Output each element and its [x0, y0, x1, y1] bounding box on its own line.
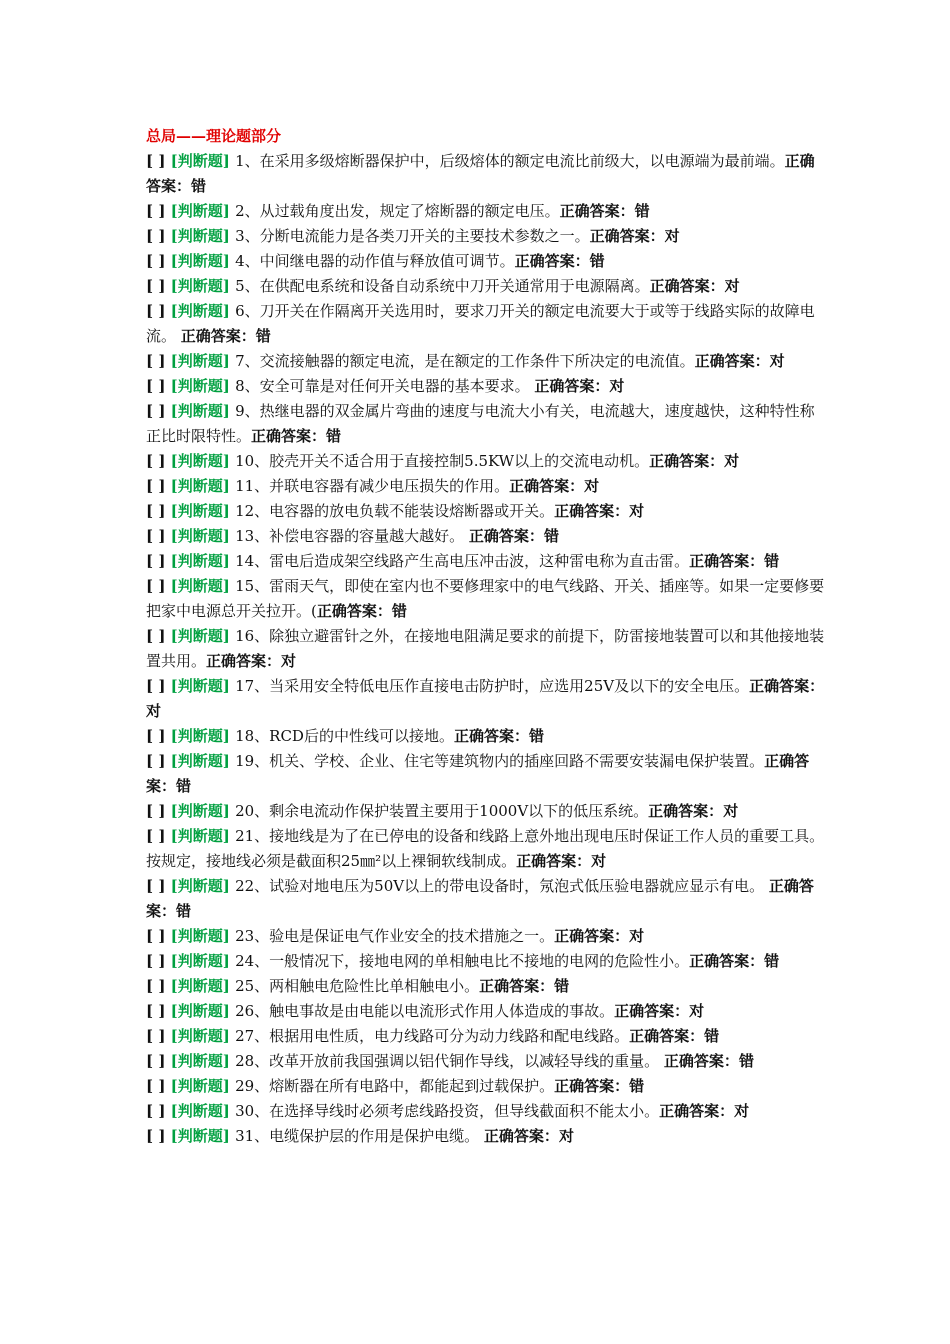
answer-label: 正确答案： — [251, 427, 327, 445]
answer-label: 正确答案： — [689, 552, 765, 570]
answer-label: 正确答案： — [453, 727, 529, 745]
answer-label: 正确答案： — [659, 1102, 735, 1120]
answer-label: 正确答案： — [648, 802, 724, 820]
question-type: [判断题] — [170, 927, 236, 945]
question-item — [146, 1124, 826, 1149]
question-type: [判断题] — [170, 1027, 236, 1045]
question-text: 24、一般情况下，接地电网的单相触电比不接地的电网的危险性小。 — [235, 952, 690, 970]
question-text: 1、在采用多级熔断器保护中，后级熔体的额定电流比前级大，以电源端为最前端。 — [235, 152, 785, 170]
answer-bracket: [ ] — [146, 552, 171, 570]
answer-value: 错 — [176, 777, 192, 795]
question-type: [判断题] — [170, 1102, 236, 1120]
question-text: 17、当采用安全特低电压作直接电击防护时，应选用25V及以下的安全电压。 — [235, 677, 750, 695]
answer-label: 正确答案： — [180, 327, 256, 345]
answer-label: 正确答案： — [554, 1077, 630, 1095]
answer-bracket: [ ] — [146, 1077, 171, 1095]
answer-value: 错 — [634, 202, 650, 220]
answer-label: 正确答案： — [146, 752, 810, 795]
question-item — [146, 1074, 826, 1099]
question-item — [146, 999, 826, 1024]
answer-value: 对 — [629, 927, 645, 945]
answer-bracket: [ ] — [146, 302, 171, 320]
question-item — [146, 799, 826, 824]
question-item — [146, 399, 826, 449]
answer-value: 错 — [764, 952, 780, 970]
question-type: [判断题] — [170, 1052, 236, 1070]
answer-bracket: [ ] — [146, 1002, 171, 1020]
question-type: [判断题] — [170, 752, 236, 770]
question-text: 7、交流接触器的额定电流，是在额定的工作条件下所决定的电流值。 — [235, 352, 695, 370]
question-text: 25、两相触电危险性比单相触电小。 — [235, 977, 480, 995]
question-type: [判断题] — [170, 827, 236, 845]
question-text: 19、机关、学校、企业、住宅等建筑物内的插座回路不需要安装漏电保护装置。 — [235, 752, 765, 770]
question-type: [判断题] — [170, 252, 236, 270]
question-item — [146, 524, 826, 549]
answer-label: 正确答案： — [554, 927, 630, 945]
answer-label: 正确答案： — [146, 877, 814, 920]
answer-label: 正确答案： — [694, 352, 770, 370]
answer-bracket: [ ] — [146, 927, 171, 945]
answer-value: 错 — [543, 527, 559, 545]
answer-bracket: [ ] — [146, 277, 171, 295]
answer-label: 正确答案： — [689, 952, 765, 970]
document-page — [146, 124, 826, 1149]
question-type: [判断题] — [170, 527, 236, 545]
question-text: 5、在供配电系统和设备自动系统中刀开关通常用于电源隔离。 — [235, 277, 650, 295]
question-text: 16、除独立避雷针之外，在接地电阻满足要求的前提下，防雷接地装置可以和其他接地装置共用。 — [146, 627, 825, 670]
question-item — [146, 1024, 826, 1049]
question-text: 8、安全可靠是对任何开关电器的基本要求。 — [235, 377, 535, 395]
answer-value: 错 — [704, 1027, 720, 1045]
answer-value: 对 — [689, 1002, 705, 1020]
answer-value: 对 — [558, 1127, 574, 1145]
answer-label: 正确答案： — [468, 527, 544, 545]
answer-bracket: [ ] — [146, 827, 171, 845]
answer-bracket: [ ] — [146, 727, 171, 745]
answer-label: 正确答案： — [589, 227, 665, 245]
answer-bracket: [ ] — [146, 1052, 171, 1070]
answer-bracket: [ ] — [146, 977, 171, 995]
answer-bracket: [ ] — [146, 202, 171, 220]
answer-value: 错 — [255, 327, 271, 345]
answer-value: 错 — [629, 1077, 645, 1095]
question-text: 30、在选择导线时必须考虑线路投资，但导线截面积不能太小。 — [235, 1102, 660, 1120]
question-type: [判断题] — [170, 552, 236, 570]
question-text: 13、补偿电容器的容量越大越好。 — [235, 527, 469, 545]
question-type: [判断题] — [170, 627, 236, 645]
question-type: [判断题] — [170, 302, 236, 320]
answer-label: 正确答案： — [663, 1052, 739, 1070]
question-text: 23、验电是保证电气作业安全的技术措施之一。 — [235, 927, 555, 945]
question-item — [146, 299, 826, 349]
answer-bracket: [ ] — [146, 1027, 171, 1045]
question-item — [146, 549, 826, 574]
answer-value: 对 — [609, 377, 625, 395]
question-item — [146, 149, 826, 199]
question-text: 18、RCD后的中性线可以接地。 — [235, 727, 454, 745]
question-type: [判断题] — [170, 352, 236, 370]
answer-label: 正确答案： — [649, 452, 725, 470]
question-text: 2、从过载角度出发，规定了熔断器的额定电压。 — [235, 202, 560, 220]
answer-bracket: [ ] — [146, 452, 171, 470]
question-type: [判断题] — [170, 977, 236, 995]
answer-value: 对 — [146, 702, 162, 720]
answer-bracket: [ ] — [146, 877, 171, 895]
question-item — [146, 1099, 826, 1124]
answer-label: 正确答案： — [649, 277, 725, 295]
answer-label: 正确答案： — [629, 1027, 705, 1045]
question-item — [146, 374, 826, 399]
answer-bracket: [ ] — [146, 227, 171, 245]
answer-label: 正确答案： — [534, 377, 610, 395]
answer-value: 错 — [326, 427, 342, 445]
answer-label: 正确答案： — [316, 602, 392, 620]
answer-bracket: [ ] — [146, 802, 171, 820]
answer-value: 对 — [724, 277, 740, 295]
question-text: 3、分断电流能力是各类刀开关的主要技术参数之一。 — [235, 227, 590, 245]
answer-value: 错 — [764, 552, 780, 570]
answer-value: 错 — [391, 602, 407, 620]
question-item — [146, 574, 826, 624]
answer-bracket: [ ] — [146, 627, 171, 645]
question-list — [146, 149, 826, 1149]
question-text: 21、接地线是为了在已停电的设备和线路上意外地出现电压时保证工作人员的重要工具。按规定，接地线必须是截面积25㎜²以上裸铜软线制成。 — [146, 827, 825, 870]
answer-label: 正确答案： — [559, 202, 635, 220]
question-item — [146, 949, 826, 974]
question-text: 4、中间继电器的动作值与释放值可调节。 — [235, 252, 515, 270]
answer-bracket: [ ] — [146, 1127, 171, 1145]
answer-value: 错 — [554, 977, 570, 995]
question-type: [判断题] — [170, 577, 236, 595]
question-item — [146, 449, 826, 474]
answer-label: 正确答案： — [483, 1127, 559, 1145]
question-text: 31、电缆保护层的作用是保护电缆。 — [235, 1127, 484, 1145]
question-type: [判断题] — [170, 802, 236, 820]
question-item — [146, 249, 826, 274]
question-type: [判断题] — [170, 227, 236, 245]
question-type: [判断题] — [170, 1002, 236, 1020]
answer-bracket: [ ] — [146, 477, 171, 495]
question-text: 28、改革开放前我国强调以铝代铜作导线，以减轻导线的重量。 — [235, 1052, 664, 1070]
question-text: 29、熔断器在所有电路中，都能起到过载保护。 — [235, 1077, 555, 1095]
question-type: [判断题] — [170, 152, 236, 170]
question-type: [判断题] — [170, 877, 236, 895]
answer-value: 对 — [724, 452, 740, 470]
question-text: 26、触电事故是由电能以电流形式作用人体造成的事故。 — [235, 1002, 615, 1020]
answer-value: 错 — [528, 727, 544, 745]
question-text: 20、剩余电流动作保护装置主要用于1000V以下的低压系统。 — [235, 802, 649, 820]
question-item — [146, 474, 826, 499]
answer-bracket: [ ] — [146, 577, 171, 595]
section-title: 总局——理论题部分 — [146, 127, 282, 145]
answer-label: 正确答案： — [509, 477, 585, 495]
question-type: [判断题] — [170, 727, 236, 745]
answer-bracket: [ ] — [146, 527, 171, 545]
question-type: [判断题] — [170, 277, 236, 295]
answer-value: 对 — [723, 802, 739, 820]
answer-bracket: [ ] — [146, 252, 171, 270]
answer-bracket: [ ] — [146, 502, 171, 520]
question-item — [146, 274, 826, 299]
answer-value: 对 — [664, 227, 680, 245]
question-type: [判断题] — [170, 377, 236, 395]
question-text: 10、胶壳开关不适合用于直接控制5.5KW以上的交流电动机。 — [235, 452, 650, 470]
answer-value: 对 — [584, 477, 600, 495]
question-type: [判断题] — [170, 1077, 236, 1095]
question-item — [146, 724, 826, 749]
question-item — [146, 349, 826, 374]
answer-bracket: [ ] — [146, 352, 171, 370]
question-item — [146, 624, 826, 674]
question-text: 27、根据用电性质，电力线路可分为动力线路和配电线路。 — [235, 1027, 630, 1045]
answer-value: 对 — [769, 352, 785, 370]
answer-value: 对 — [591, 852, 607, 870]
question-item — [146, 1049, 826, 1074]
answer-label: 正确答案： — [146, 152, 815, 195]
question-item — [146, 674, 826, 724]
answer-value: 对 — [629, 502, 645, 520]
question-type: [判断题] — [170, 502, 236, 520]
question-item — [146, 924, 826, 949]
question-item — [146, 224, 826, 249]
question-item — [146, 824, 826, 874]
question-type: [判断题] — [170, 477, 236, 495]
question-text: 12、电容器的放电负载不能装设熔断器或开关。 — [235, 502, 555, 520]
answer-label: 正确答案： — [514, 252, 590, 270]
answer-bracket: [ ] — [146, 1102, 171, 1120]
answer-label: 正确答案： — [479, 977, 555, 995]
answer-value: 对 — [281, 652, 297, 670]
answer-label: 正确答案： — [749, 677, 825, 695]
question-text: 15、雷雨天气，即使在室内也不要修理家中的电气线路、开关、插座等。如果一定要修要把家中电源总开关拉开。( — [146, 577, 825, 620]
question-item — [146, 199, 826, 224]
question-type: [判断题] — [170, 1127, 236, 1145]
answer-value: 错 — [589, 252, 605, 270]
answer-bracket: [ ] — [146, 952, 171, 970]
question-type: [判断题] — [170, 952, 236, 970]
question-type: [判断题] — [170, 202, 236, 220]
answer-label: 正确答案： — [614, 1002, 690, 1020]
question-item — [146, 749, 826, 799]
answer-label: 正确答案： — [206, 652, 282, 670]
answer-value: 错 — [191, 177, 207, 195]
answer-bracket: [ ] — [146, 752, 171, 770]
question-text: 11、并联电容器有减少电压损失的作用。 — [235, 477, 510, 495]
question-text: 9、热继电器的双金属片弯曲的速度与电流大小有关，电流越大，速度越快，这种特性称正比时限特性。 — [146, 402, 815, 445]
question-type: [判断题] — [170, 677, 236, 695]
question-text: 14、雷电后造成架空线路产生高电压冲击波，这种雷电称为直击雷。 — [235, 552, 690, 570]
question-text: 6、刀开关在作隔离开关选用时，要求刀开关的额定电流要大于或等于线路实际的故障电流。 — [146, 302, 815, 345]
answer-bracket: [ ] — [146, 152, 171, 170]
answer-value: 对 — [734, 1102, 750, 1120]
question-item — [146, 499, 826, 524]
question-item — [146, 974, 826, 999]
answer-bracket: [ ] — [146, 377, 171, 395]
answer-bracket: [ ] — [146, 402, 171, 420]
question-item — [146, 874, 826, 924]
answer-bracket: [ ] — [146, 677, 171, 695]
question-type: [判断题] — [170, 402, 236, 420]
question-text: 22、试验对地电压为50V以上的带电设备时，氖泡式低压验电器就应显示有电。 — [235, 877, 769, 895]
answer-label: 正确答案： — [554, 502, 630, 520]
answer-label: 正确答案： — [516, 852, 592, 870]
answer-value: 错 — [738, 1052, 754, 1070]
answer-value: 错 — [176, 902, 192, 920]
question-type: [判断题] — [170, 452, 236, 470]
